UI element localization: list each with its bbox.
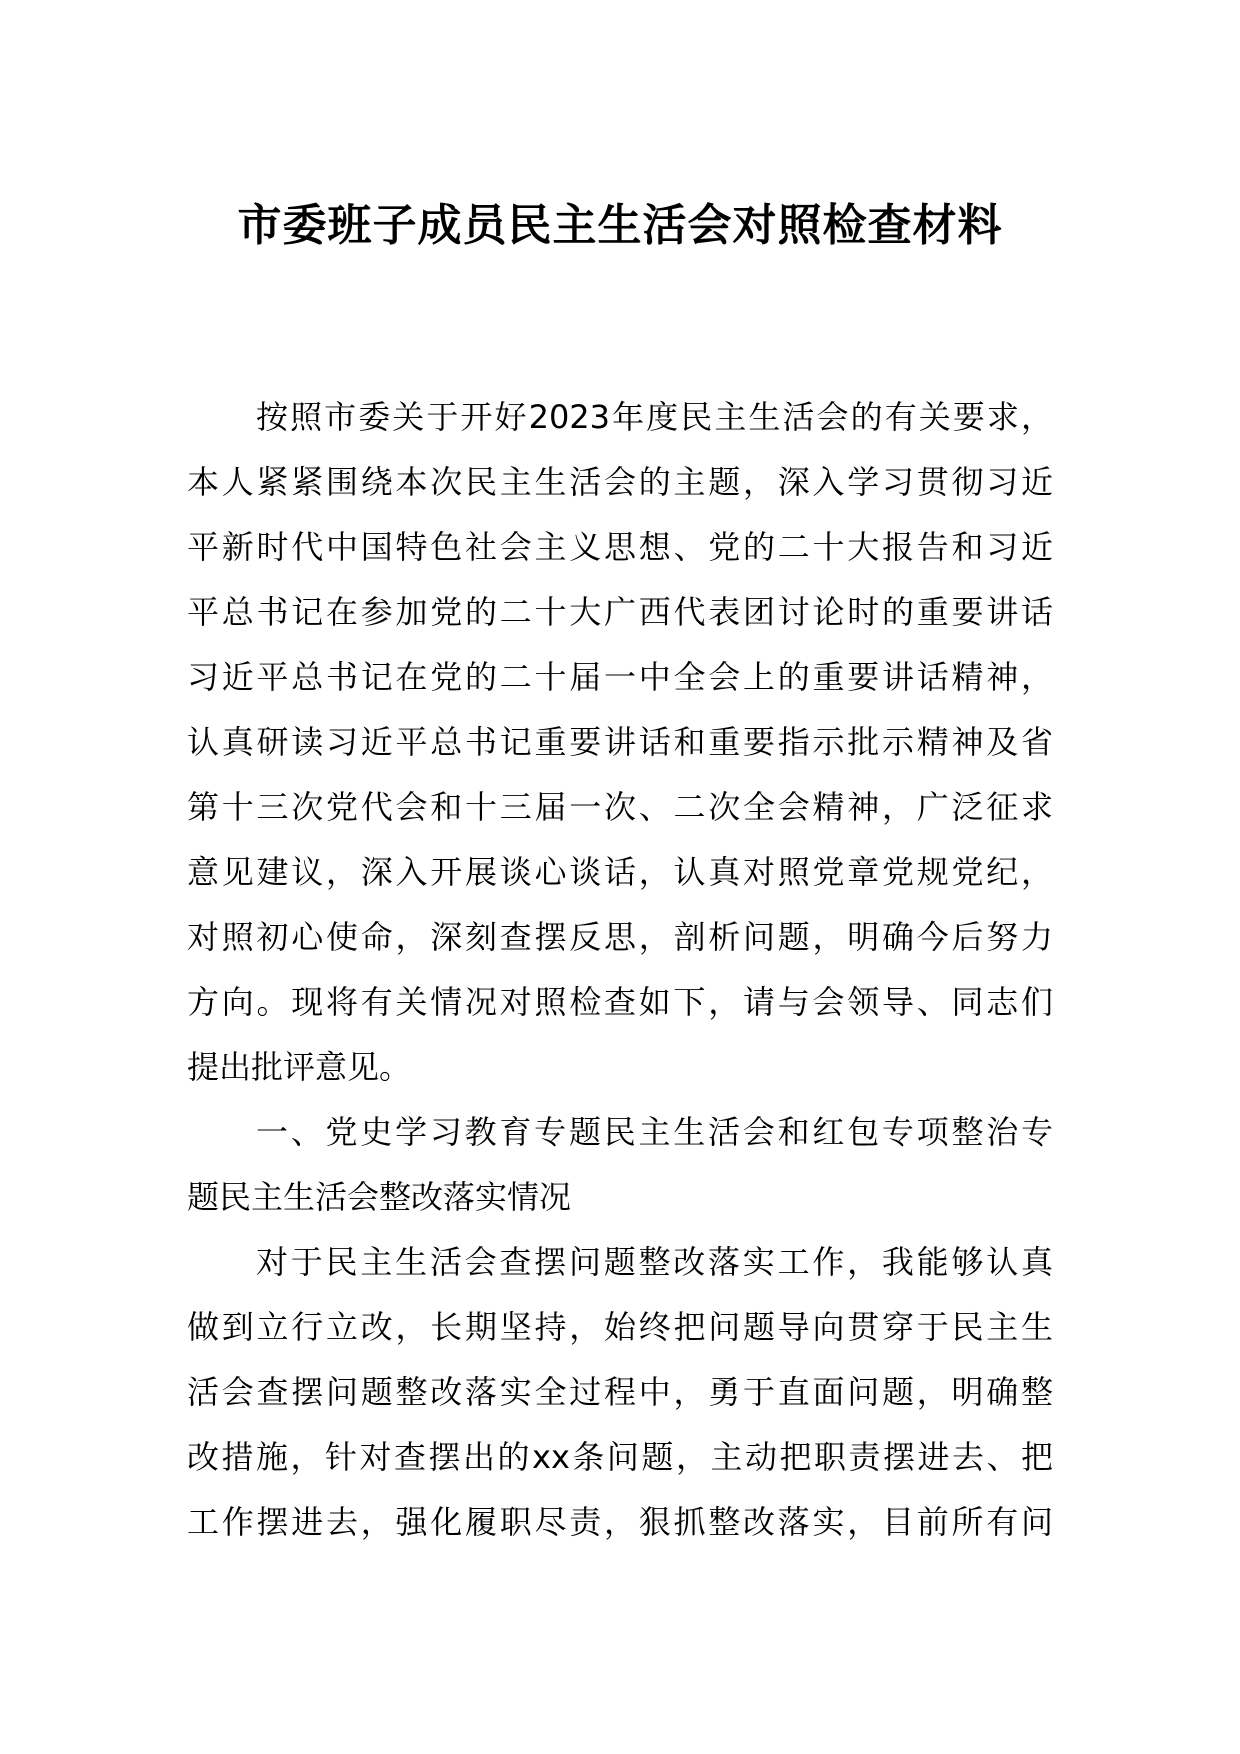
document-body xyxy=(187,385,1053,1555)
body-line: 对于民主生活会查摆问题整改落实工作，我能够认真 xyxy=(256,1243,1053,1281)
body-line: 题民主生活会整改落实情况 xyxy=(187,1178,572,1216)
body-line: 按照市委关于开好2023年度民主生活会的有关要求， xyxy=(256,398,1053,436)
body-line: 意见建议，深入开展谈心谈话，认真对照党章党规党纪， xyxy=(187,853,1053,891)
body-line: 提出批评意见。 xyxy=(187,1048,412,1086)
body-line: 一、党史学习教育专题民主生活会和红包专项整治专 xyxy=(256,1113,1053,1151)
body-line: 对照初心使命，深刻查摆反思，剖析问题，明确今后努力 xyxy=(187,918,1053,956)
body-line: 平总书记在参加党的二十大广西代表团讨论时的重要讲话 xyxy=(187,593,1053,631)
body-line: 第十三次党代会和十三届一次、二次全会精神，广泛征求 xyxy=(187,788,1053,826)
body-line: 改措施，针对查摆出的xx条问题，主动把职责摆进去、把 xyxy=(187,1438,1053,1476)
body-line: 习近平总书记在党的二十届一中全会上的重要讲话精神， xyxy=(187,658,1053,696)
body-line: 活会查摆问题整改落实全过程中，勇于直面问题，明确整 xyxy=(187,1373,1053,1411)
body-line: 方向。现将有关情况对照检查如下，请与会领导、同志们 xyxy=(187,983,1053,1021)
body-line: 平新时代中国特色社会主义思想、党的二十大报告和习近 xyxy=(187,528,1053,566)
document-title: 市委班子成员民主生活会对照检查材料 xyxy=(237,200,1003,251)
body-line: 做到立行立改，长期坚持，始终把问题导向贯穿于民主生 xyxy=(187,1308,1053,1346)
body-line: 本人紧紧围绕本次民主生活会的主题，深入学习贯彻习近 xyxy=(187,463,1053,501)
body-line: 工作摆进去，强化履职尽责，狠抓整改落实，目前所有问 xyxy=(187,1503,1053,1541)
body-line: 认真研读习近平总书记重要讲话和重要指示批示精神及省 xyxy=(187,723,1053,761)
